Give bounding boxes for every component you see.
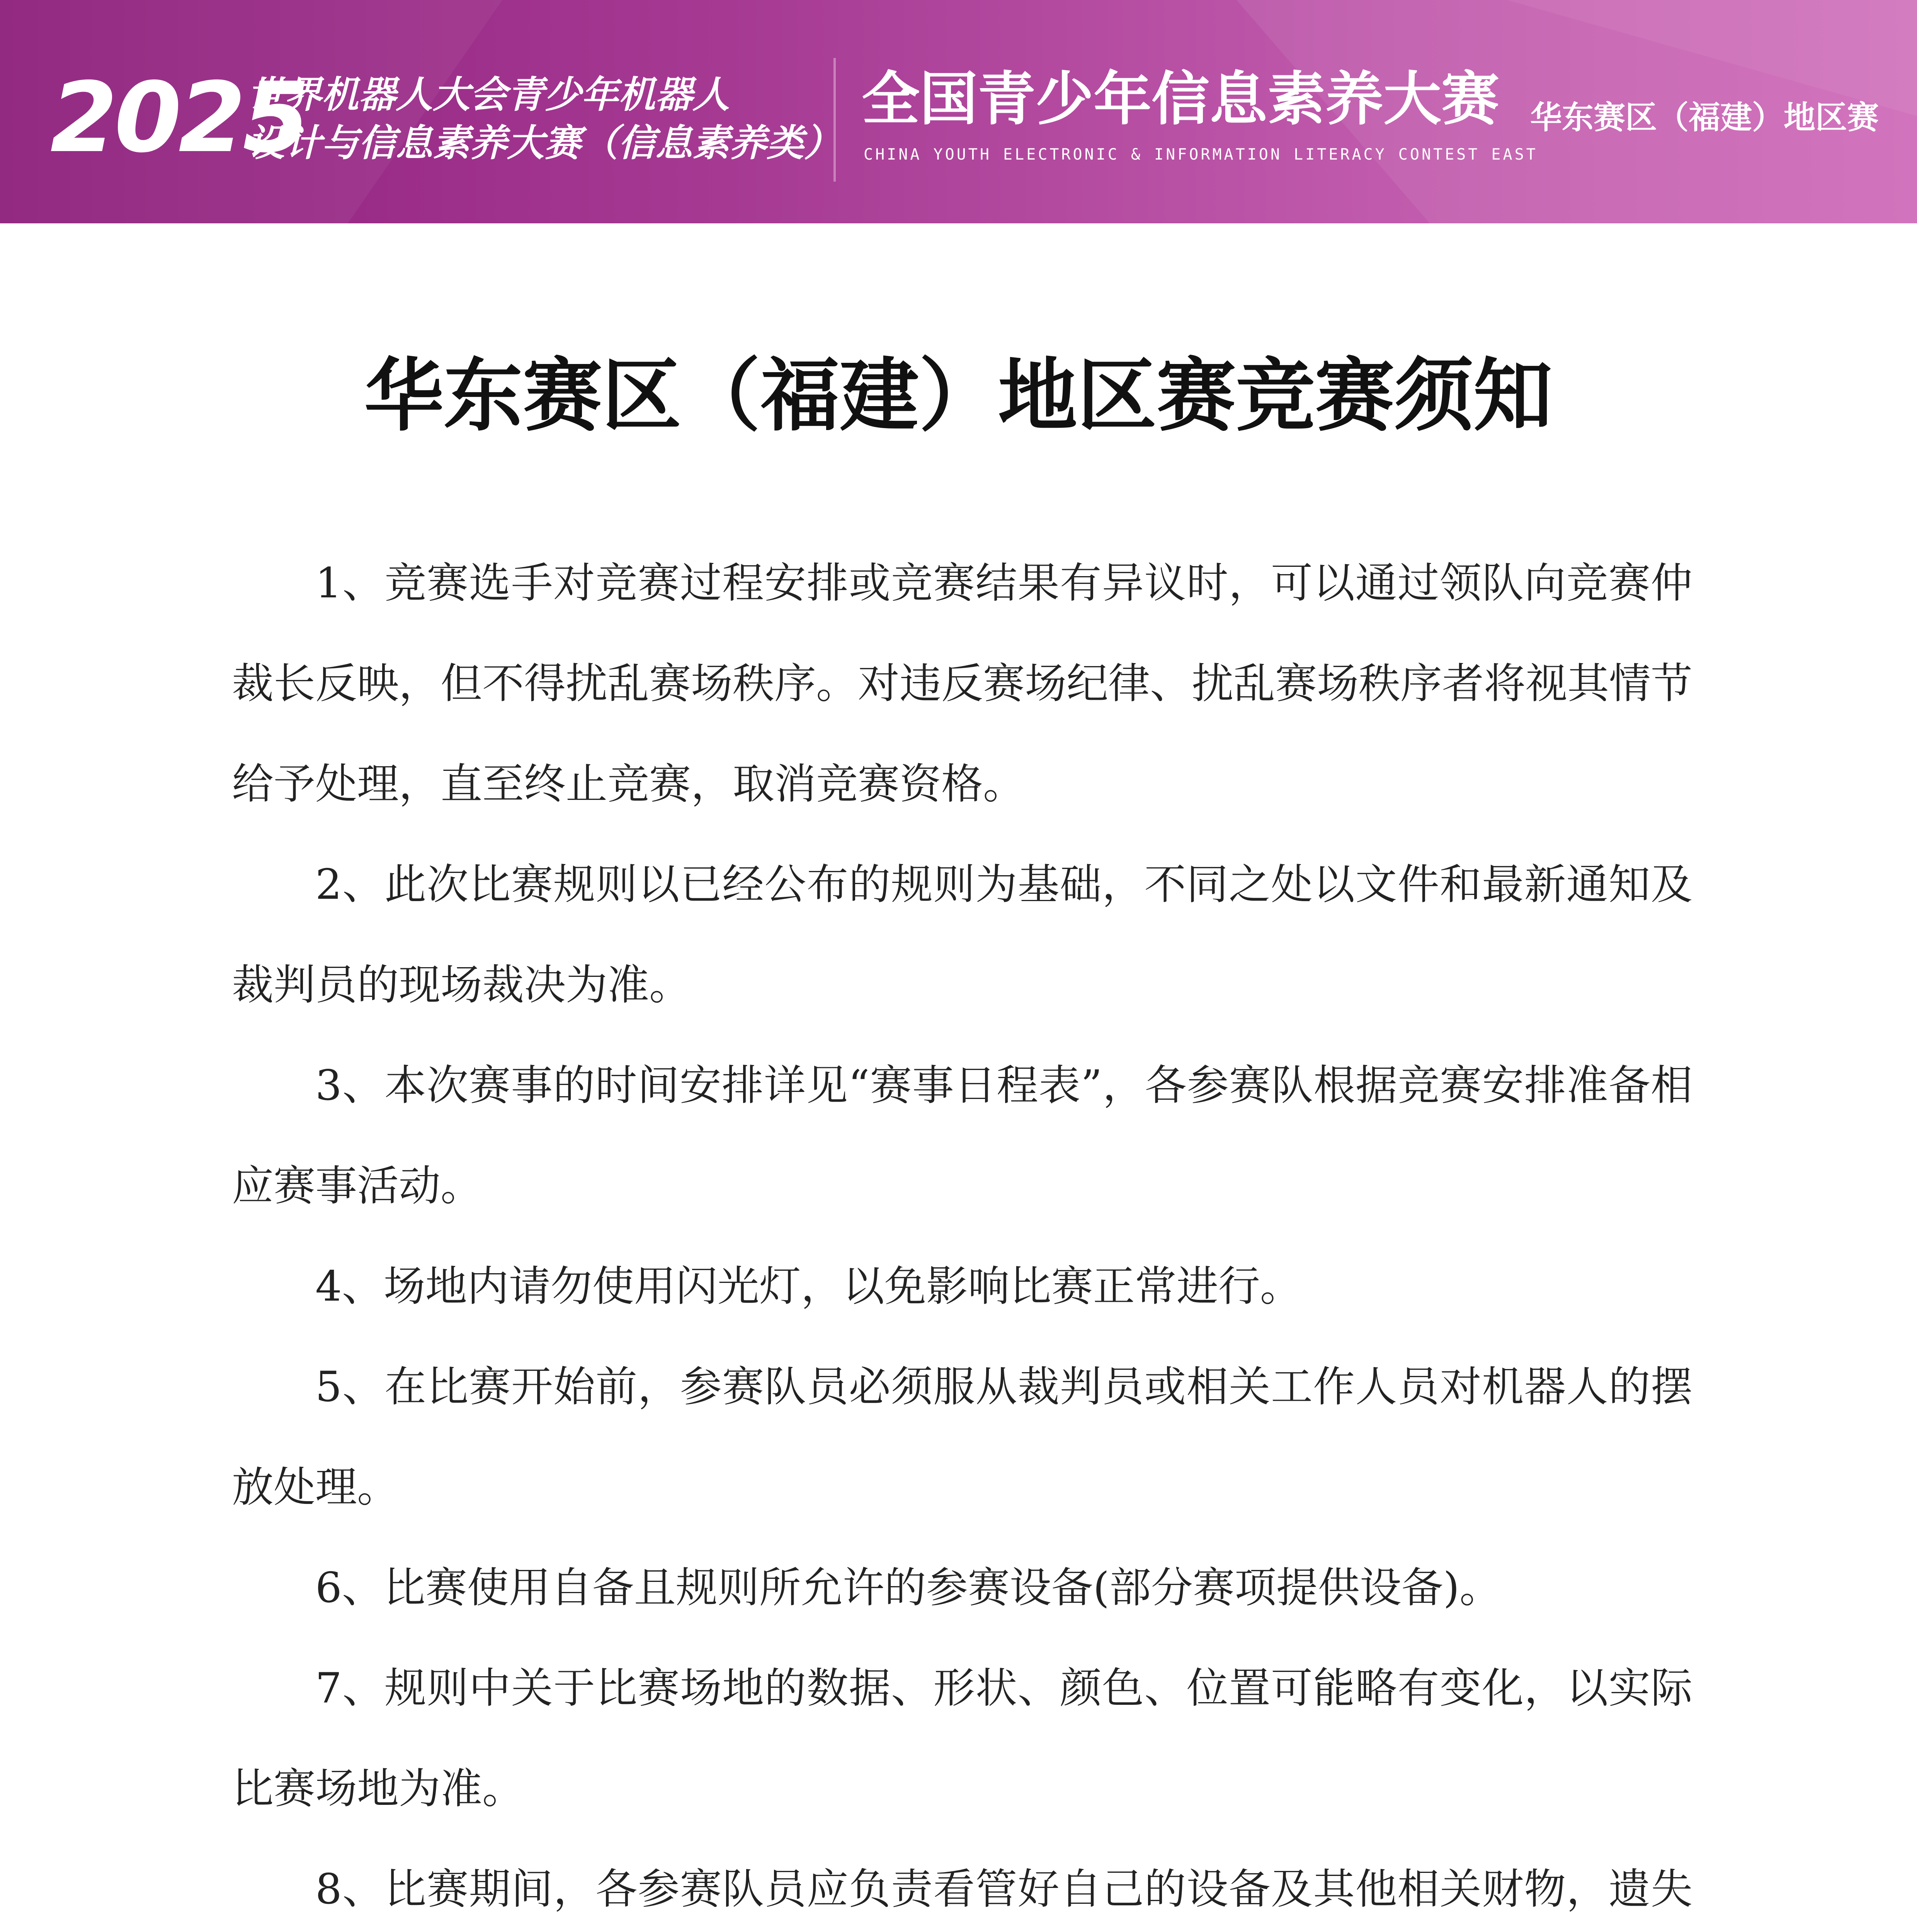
rule-paragraph: 3、本次赛事的时间安排详见“赛事日程表”，各参赛队根据竞赛安排准备相应赛事活动。 [232, 1061, 1692, 1210]
organizer-line-2: 设计与信息素养大赛（信息素养类） [247, 121, 841, 165]
rule-paragraph: 2、此次比赛规则以已经公布的规则为基础，不同之处以文件和最新通知及裁判员的现场裁决为准。 [232, 861, 1692, 1009]
rule-paragraph: 1、竞赛选手对竞赛过程安排或竞赛结果有异议时，可以通过领队向竞赛仲裁长反映，但不得扰乱赛场秩序。对违反赛场纪律、扰乱赛场秩序者将视其情节给予处理，直至终止竞赛，取消竞赛资格。 [232, 559, 1693, 808]
rule-paragraph: 6、比赛使用自备且规则所允许的参赛设备(部分赛项提供设备)。 [315, 1564, 1501, 1612]
rules-body [232, 533, 1692, 1932]
rule-paragraph: 8、比赛期间，各参赛队员应负责看管好自己的设备及其他相关财物，遗失 [315, 1865, 1692, 1913]
rule-paragraph: 7、规则中关于比赛场地的数据、形状、颜色、位置可能略有变化，以实际比赛场地为准。 [232, 1664, 1692, 1813]
organizer-line-1: 世界机器人大会青少年机器人 [247, 73, 730, 116]
rule-paragraph: 5、在比赛开始前，参赛队员必须服从裁判员或相关工作人员对机器人的摆放处理。 [232, 1363, 1692, 1512]
year-logo: 2025 [50, 61, 307, 174]
contest-title: 全国青少年信息素养大赛 [862, 66, 1500, 133]
header-banner [0, 0, 1917, 223]
contest-english-name: CHINA YOUTH ELECTRONIC & INFORMATION LITERACY CONTEST EAST [864, 146, 1538, 163]
rule-paragraph: 4、场地内请勿使用闪光灯，以免影响比赛正常进行。 [315, 1262, 1302, 1311]
page-title: 华东赛区（福建）地区赛竞赛须知 [364, 350, 1553, 442]
region-tag: 华东赛区（福建）地区赛 [1530, 99, 1879, 136]
